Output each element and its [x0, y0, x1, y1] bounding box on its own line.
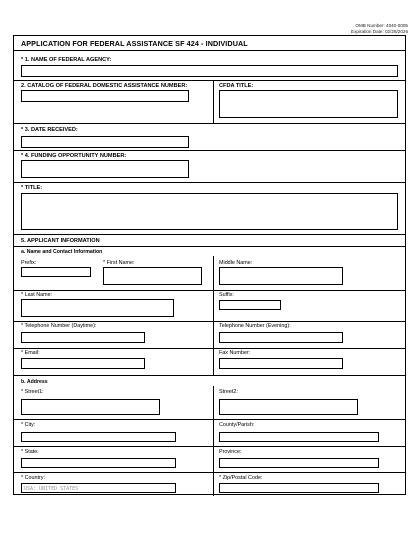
phone-evening-field[interactable]: [219, 332, 343, 343]
date-received-label: * 3. DATE RECEIVED:: [21, 127, 78, 133]
street2-label: Street2:: [219, 389, 238, 395]
province-field[interactable]: [219, 458, 379, 468]
divider: [14, 375, 405, 376]
divider: [14, 290, 405, 291]
street2-field[interactable]: [219, 399, 358, 415]
divider: [14, 472, 405, 473]
fax-field[interactable]: [219, 358, 343, 369]
suffix-field[interactable]: [219, 300, 281, 310]
divider: [14, 150, 405, 151]
prefix-field[interactable]: [21, 267, 91, 277]
catalog-label: 2. CATALOG OF FEDERAL DOMESTIC ASSISTANCE NUMBER:: [21, 83, 188, 89]
country-field[interactable]: USA: UNITED STATES: [21, 483, 176, 493]
phone-daytime-field[interactable]: [21, 332, 145, 343]
province-label: Province:: [219, 449, 242, 455]
divider: [14, 348, 405, 349]
divider: [14, 246, 405, 247]
last-name-field[interactable]: [21, 299, 174, 317]
name-contact-heading: a. Name and Contact Information: [21, 249, 103, 255]
form-title: APPLICATION FOR FEDERAL ASSISTANCE SF 424 - INDIVIDUAL: [21, 39, 248, 48]
divider: [14, 446, 405, 447]
expiration-date: Expiration Date: 02/28/2026: [351, 28, 408, 34]
first-name-label: * First Name:: [103, 260, 135, 266]
divider: [213, 80, 214, 123]
middle-name-field[interactable]: [219, 267, 343, 285]
last-name-label: * Last Name:: [21, 292, 53, 298]
divider: [14, 123, 405, 124]
funding-opportunity-label: * 4. FUNDING OPPORTUNITY NUMBER:: [21, 153, 127, 159]
county-field[interactable]: [219, 432, 379, 442]
divider: [213, 419, 214, 446]
title-field[interactable]: [21, 193, 398, 230]
divider: [14, 419, 405, 420]
divider: [14, 182, 405, 183]
divider: [14, 321, 405, 322]
country-label: * Country:: [21, 475, 45, 481]
divider: [14, 234, 405, 235]
zip-label: * Zip/Postal Code:: [219, 475, 263, 481]
funding-opportunity-field[interactable]: [21, 160, 189, 178]
title-label: * TITLE:: [21, 185, 43, 191]
fax-label: Fax Number:: [219, 350, 251, 356]
cfda-title-label: CFDA TITLE:: [219, 83, 254, 89]
city-label: * City:: [21, 422, 36, 428]
omb-info: [351, 23, 408, 34]
first-name-field[interactable]: [103, 267, 202, 285]
zip-field[interactable]: [219, 483, 379, 493]
divider: [213, 256, 214, 290]
agency-field[interactable]: [21, 65, 398, 77]
date-received-field[interactable]: [21, 136, 189, 148]
omb-number: OMB Number: 4040-0005: [355, 23, 408, 28]
state-label: * State:: [21, 449, 39, 455]
divider: [213, 386, 214, 419]
agency-label: * 1. NAME OF FEDERAL AGENCY:: [21, 57, 112, 63]
divider: [213, 472, 214, 496]
divider: [213, 321, 214, 348]
city-field[interactable]: [21, 432, 176, 442]
cfda-title-field[interactable]: [219, 90, 398, 118]
divider: [14, 50, 405, 51]
sf424-individual-form: [13, 35, 406, 495]
suffix-label: Suffix:: [219, 292, 234, 298]
county-label: County/Parish:: [219, 422, 255, 428]
phone-evening-label: Telephone Number (Evening):: [219, 323, 291, 329]
street1-field[interactable]: [21, 399, 160, 415]
prefix-label: Prefix:: [21, 260, 37, 266]
divider: [213, 348, 214, 375]
applicant-info-heading: 5. APPLICANT INFORMATION: [21, 238, 100, 244]
divider: [213, 446, 214, 472]
email-field[interactable]: [21, 358, 145, 369]
email-label: * Email:: [21, 350, 40, 356]
street1-label: * Street1:: [21, 389, 44, 395]
state-field[interactable]: [21, 458, 176, 468]
phone-daytime-label: * Telephone Number (Daytime):: [21, 323, 97, 329]
divider: [213, 290, 214, 321]
catalog-number-field[interactable]: [21, 90, 189, 102]
middle-name-label: Middle Name:: [219, 260, 253, 266]
address-heading: b. Address: [21, 379, 48, 385]
divider: [14, 80, 405, 81]
